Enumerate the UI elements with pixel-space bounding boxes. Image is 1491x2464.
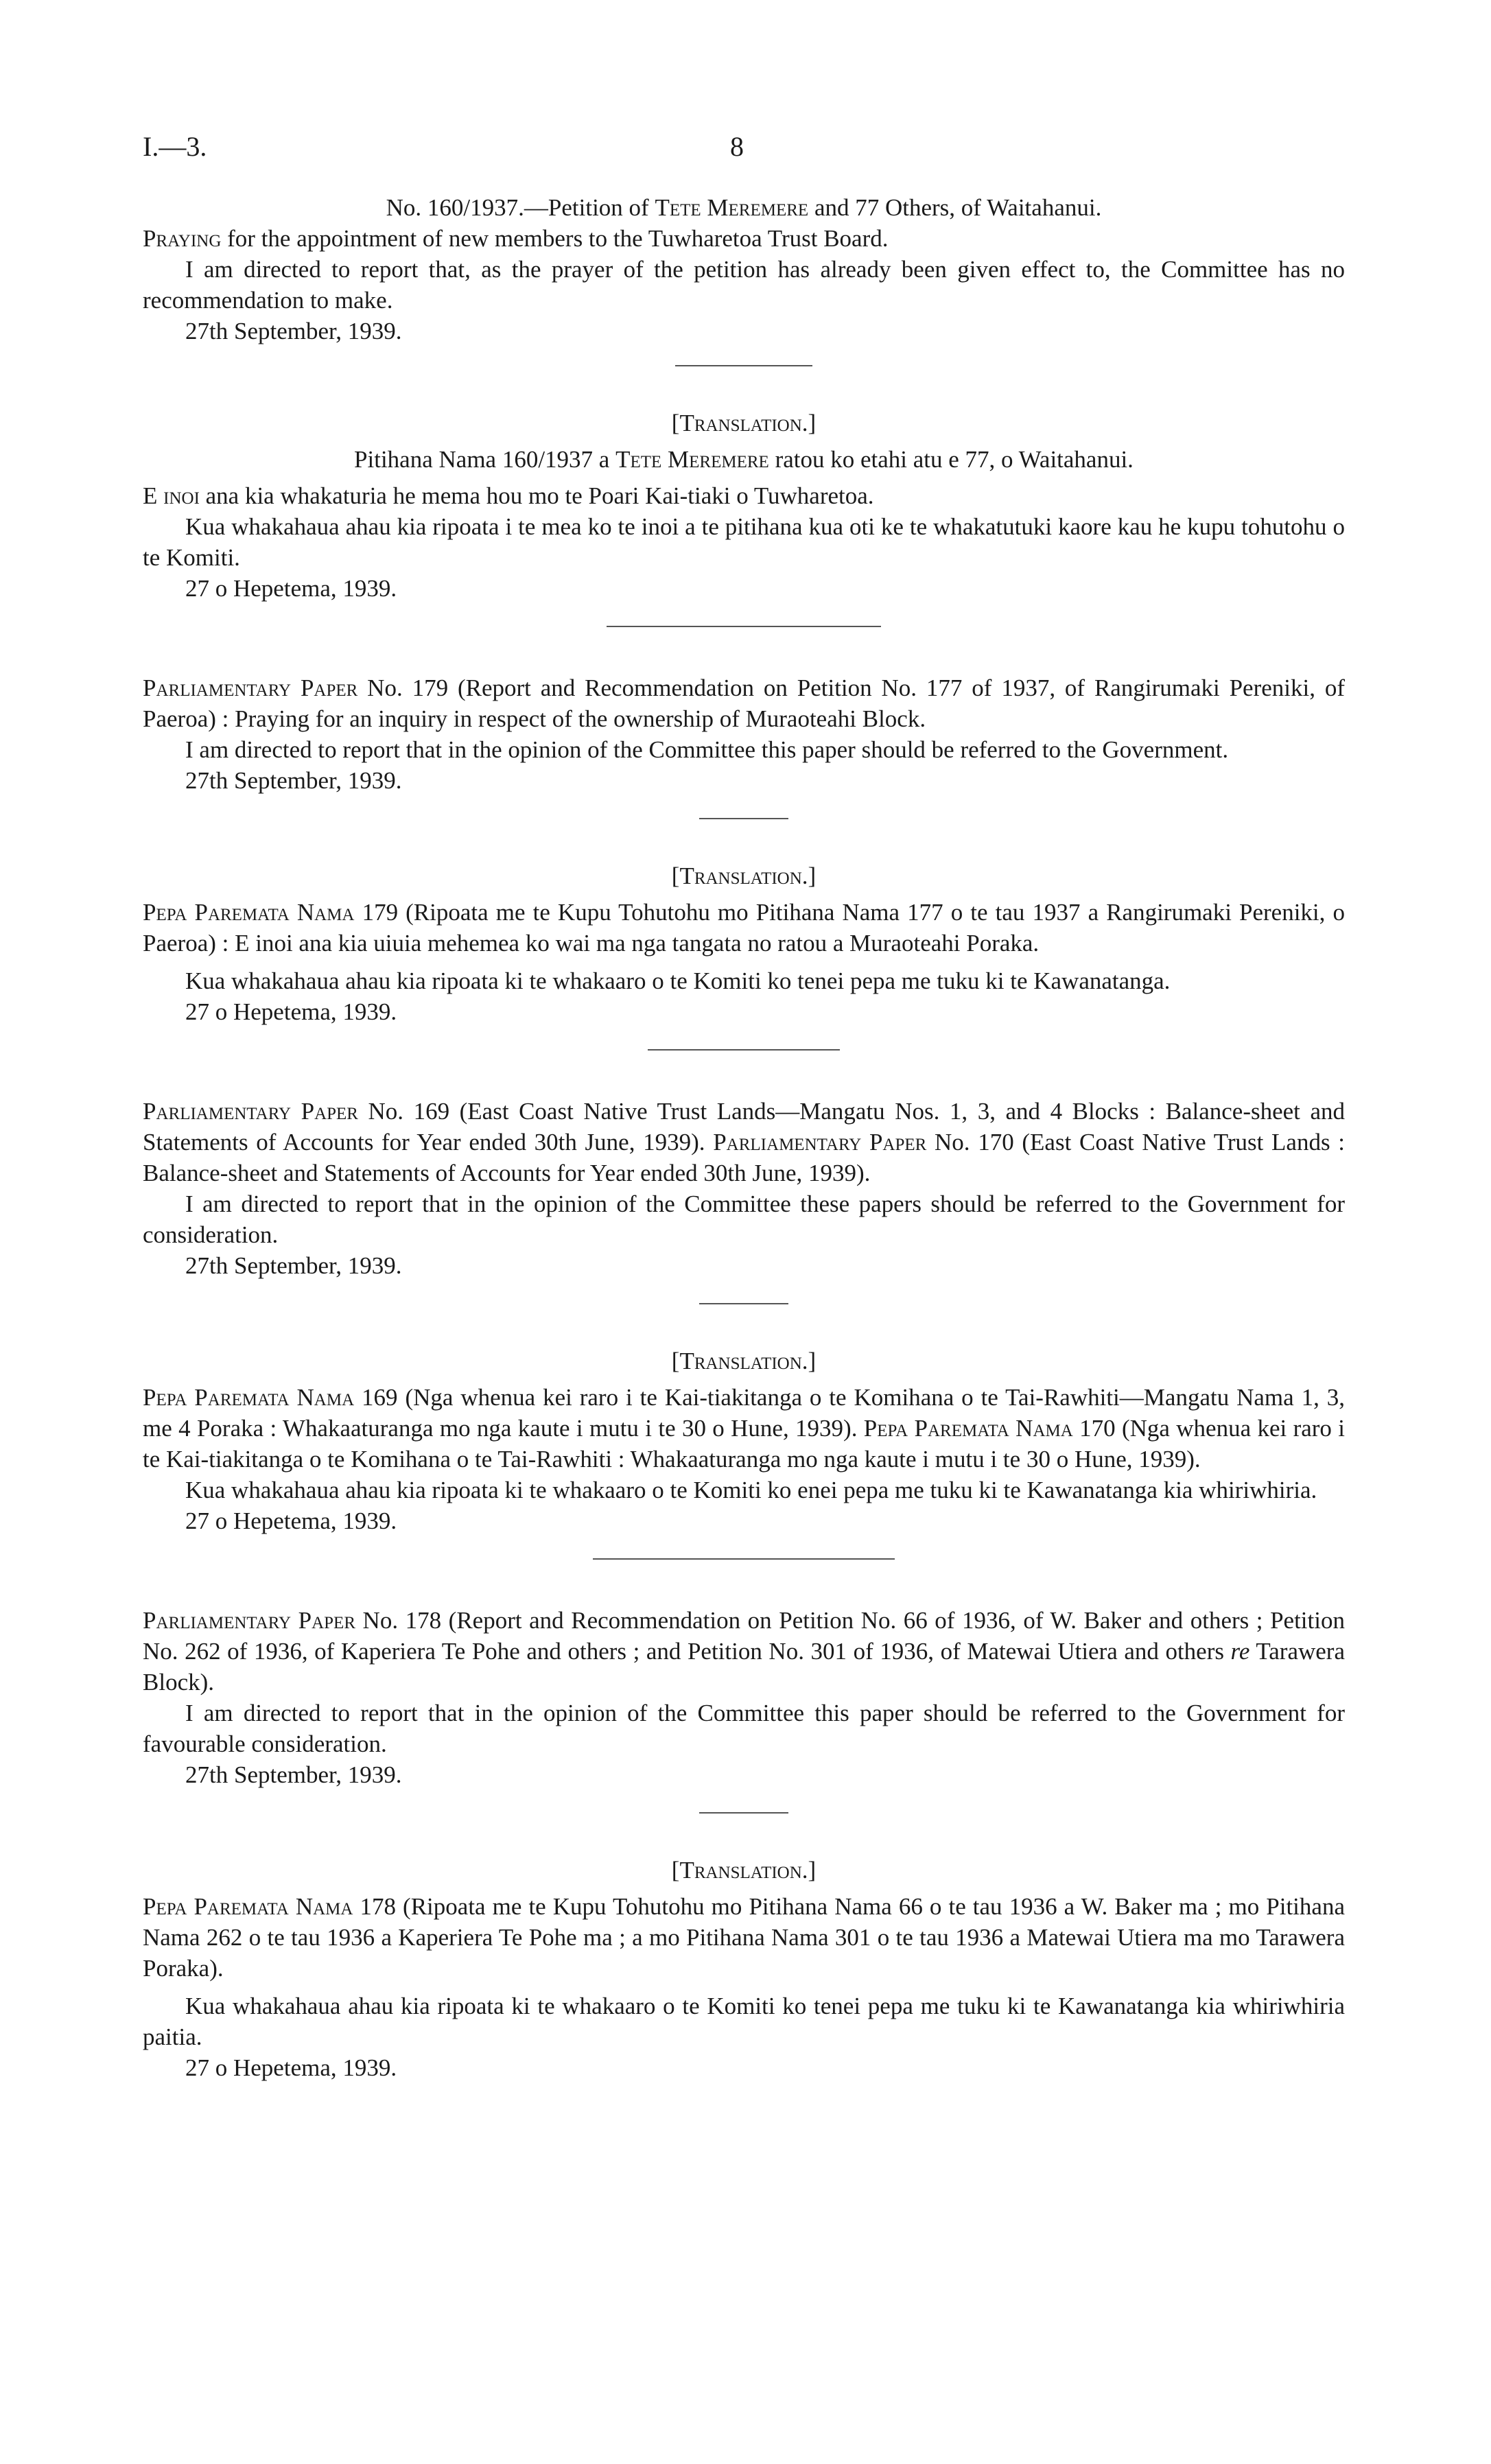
lead-text: No. 178 (Report and Recommendation on Petition No. 66 of 1936, of W. Baker and others ; Petition No. 262 of 1936, of Kaperiera Te Pohe and others ; and Petition No. 301 of 1936, of Matewai Utiera and others: [143, 1607, 1345, 1665]
paper-description: [143, 1891, 1345, 1984]
report-paragraph: I am directed to report that, as the prayer of the petition has already been given effect to, the Committee has no recommendation to make.: [143, 256, 1345, 314]
title-text: No. 160/1937.—Petition of: [386, 194, 655, 221]
section-divider: [648, 1049, 840, 1051]
title-text: and 77 Others, of Waitahanui.: [808, 194, 1102, 221]
report-paragraph: Kua whakahaua ahau kia ripoata ki te whakaaro o te Komiti ko enei pepa me tuku ki te Kawanatanga kia whiriwhiria.: [185, 1477, 1317, 1503]
parliamentary-paper-178: [143, 1605, 1345, 1790]
lead-word: Pepa Paremata Nama: [143, 899, 355, 926]
report-date: 27th September, 1939.: [185, 767, 402, 794]
translation-paper-178: [143, 1855, 1345, 2083]
lead-text: 179 (Ripoata me te Kupu Tohutohu mo Pitihana Nama 177 o te tau 1937 a Rangirumaki Pereniki, o Paeroa) : E inoi ana kia uiuia mehemea ko wai ma nga tangata no ratou a Muraoteahi Poraka.: [143, 899, 1345, 957]
report-date: 27 o Hepetema, 1939.: [185, 2054, 397, 2081]
report-paragraph: I am directed to report that in the opinion of the Committee these papers should be referred to the Government for consideration.: [143, 1190, 1345, 1248]
re-italic: re: [1230, 1638, 1250, 1665]
translation-paper-169-170: [143, 1346, 1345, 1536]
report-date: 27 o Hepetema, 1939.: [185, 575, 397, 602]
report-paragraph: Kua whakahaua ahau kia ripoata ki te whakaaro o te Komiti ko tenei pepa me tuku ki te Kawanatanga kia whiriwhiria paitia.: [143, 1993, 1345, 2050]
lead-text: 169 (Nga whenua kei raro i te Kai-tiakitanga o te Komihana o te Tai-Rawhiti—Mangatu Nama 1, 3, me 4 Poraka : Whakaaturanga mo nga kaute i mutu i te 30 o Hune, 1939).: [143, 1384, 1345, 1442]
prayer-text: [143, 223, 1345, 254]
translation-heading: [Translation.]: [671, 410, 817, 436]
lead-word: Parliamentary Paper: [143, 1098, 358, 1125]
lead-word: Parliamentary Paper: [143, 1607, 355, 1634]
lead-word: Parliamentary Paper: [713, 1129, 927, 1155]
lead-word: Pepa Paremata Nama: [863, 1415, 1073, 1442]
report-date: 27th September, 1939.: [185, 318, 402, 344]
lead-text: No. 179 (Report and Recommendation on Petition No. 177 of 1937, of Rangirumaki Pereniki, of Paeroa) : Praying for an inquiry in respect of the ownership of Muraoteahi Block.: [143, 674, 1345, 732]
paper-description: [143, 672, 1345, 734]
section-divider: [675, 365, 812, 366]
lead-text: No. 170 (East Coast Native Trust Lands : Balance-sheet and Statements of Accounts for Year ended 30th June, 1939).: [143, 1129, 1345, 1186]
translation-heading: [Translation.]: [671, 1348, 817, 1374]
lead-text: Tarawera Block).: [143, 1638, 1345, 1696]
title-text: ratou ko etahi atu e 77, o Waitahanui.: [768, 446, 1134, 473]
lead-text: No. 169 (East Coast Native Trust Lands—Mangatu Nos. 1, 3, and 4 Blocks : Balance-sheet and Statements of Accounts for Year ended 30th June, 1939).: [143, 1098, 1345, 1155]
report-paragraph: Kua whakahaua ahau kia ripoata i te mea ko te inoi a te pitihana kua oti ke te whakatutuki kaore kau he kupu tohutohu o te Komiti.: [143, 513, 1345, 571]
lead-text: ana kia whakaturia he mema hou mo te Poari Kai-tiaki o Tuwharetoa.: [199, 482, 874, 509]
translation-160-1937: [143, 408, 1345, 604]
document-page: [143, 130, 1345, 2083]
lead-word: Pepa Paremata Nama: [143, 1384, 355, 1411]
page-number: 8: [730, 131, 744, 162]
lead-text: for the appointment of new members to the Tuwharetoa Trust Board.: [221, 225, 889, 252]
report-date: 27 o Hepetema, 1939.: [185, 1507, 397, 1534]
report-date: 27 o Hepetema, 1939.: [185, 998, 397, 1025]
report-paragraph: Kua whakahaua ahau kia ripoata ki te whakaaro o te Komiti ko tenei pepa me tuku ki te Kawanatanga.: [185, 967, 1171, 994]
lead-word: E inoi: [143, 482, 200, 509]
section-divider: [607, 626, 881, 627]
section-divider: [699, 818, 788, 819]
title-text: Pitihana Nama 160/1937 a: [354, 446, 616, 473]
lead-text: 170 (Nga whenua kei raro i te Kai-tiakitanga o te Komihana o te Tai-Rawhiti : Whakaaturanga mo nga kaute i mutu i te 30 o Hune, 1939).: [143, 1415, 1345, 1472]
report-paragraph: I am directed to report that in the opinion of the Committee this paper should be referred to the Government.: [185, 736, 1229, 763]
page-header: [143, 130, 1345, 192]
section-title: [143, 192, 1345, 223]
paper-description: [143, 1382, 1345, 1475]
translation-heading: [Translation.]: [671, 863, 817, 889]
report-date: 27th September, 1939.: [185, 1252, 402, 1279]
section-title: [143, 444, 1345, 475]
parliamentary-paper-179: [143, 672, 1345, 796]
section-divider: [699, 1812, 788, 1814]
lead-word: Parliamentary Paper: [143, 674, 358, 701]
translation-paper-179: [143, 860, 1345, 1027]
petitioner-name: Tete Meremere: [655, 194, 809, 221]
prayer-text: [143, 480, 1345, 511]
petitioner-name: Tete Meremere: [615, 446, 769, 473]
parliamentary-paper-169-170: [143, 1096, 1345, 1281]
petition-160-1937: [143, 192, 1345, 347]
translation-heading: [Translation.]: [671, 1857, 817, 1884]
lead-word: Pepa Paremata Nama: [143, 1893, 353, 1920]
lead-word: Praying: [143, 225, 222, 252]
document-reference: I.—3.: [143, 131, 207, 162]
section-divider: [699, 1303, 788, 1304]
paper-description: [143, 897, 1345, 959]
paper-description: [143, 1605, 1345, 1698]
lead-text: 178 (Ripoata me te Kupu Tohutohu mo Pitihana Nama 66 o te tau 1936 a W. Baker ma ; mo Pitihana Nama 262 o te tau 1936 a Kaperiera Te Pohe ma ; a mo Pitihana Nama 301 o te tau 1936 a Matewai Utiera ma mo Tarawera Poraka).: [143, 1893, 1345, 1982]
paper-description: [143, 1096, 1345, 1188]
section-divider: [593, 1558, 895, 1560]
report-date: 27th September, 1939.: [185, 1761, 402, 1788]
report-paragraph: I am directed to report that in the opinion of the Committee this paper should be referred to the Government for favourable consideration.: [143, 1700, 1345, 1757]
